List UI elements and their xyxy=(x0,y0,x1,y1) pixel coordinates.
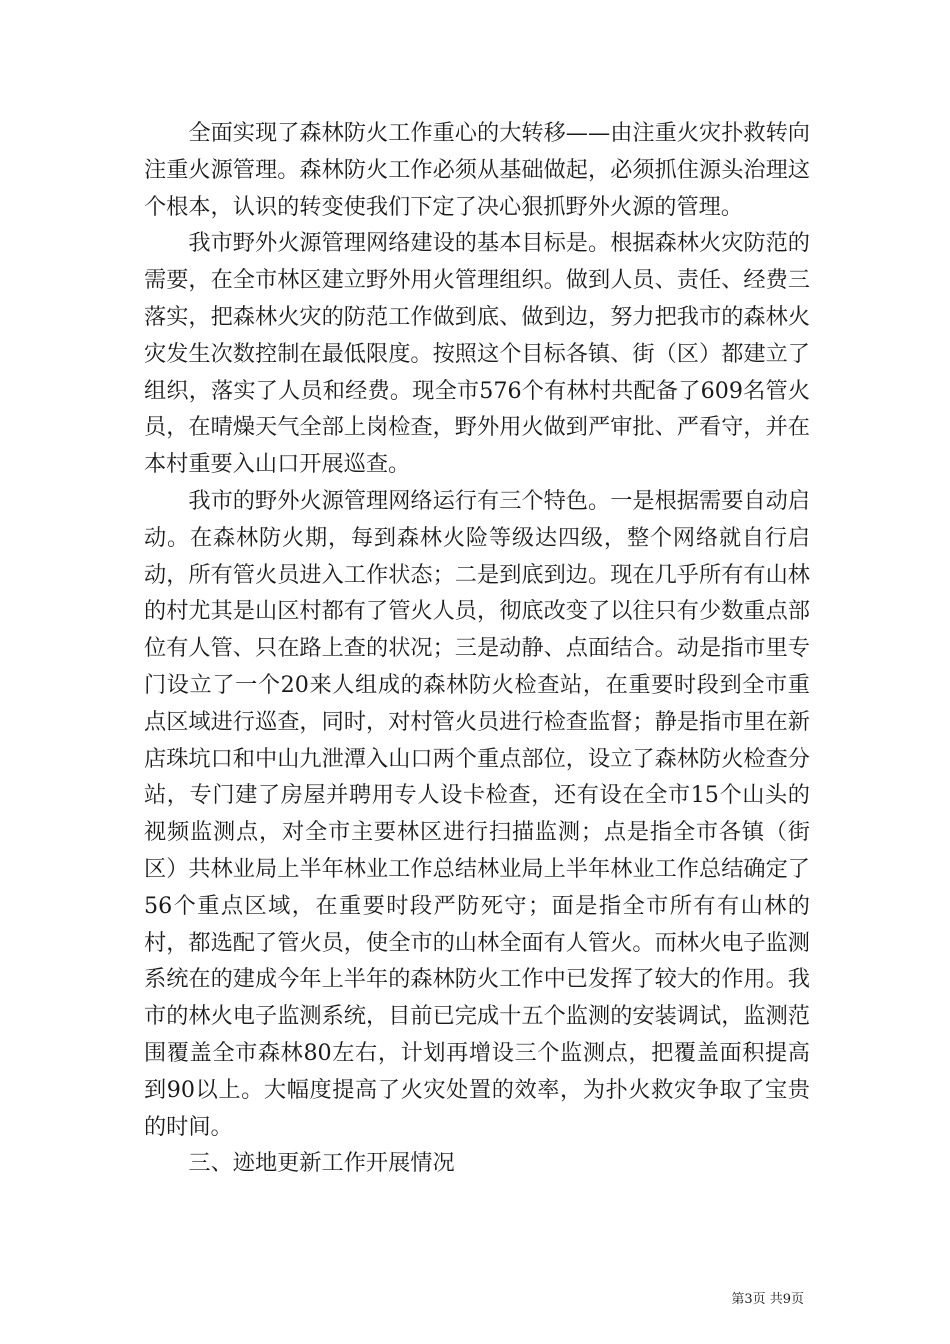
document-body xyxy=(144,115,810,1182)
paragraph: 我市野外火源管理网络建设的基本目标是。根据森林火灾防范的需要，在全市林区建立野外用火管理组织。做到人员、责任、经费三落实，把森林火灾的防范工作做到底、做到边，努力把我市的森林火灾发生次数控制在最低限度。按照这个目标各镇、街（区）都建立了组织，落实了人员和经费。现全市576个有林村共配备了609名管火员，在晴燥天气全部上岗检查，野外用火做到严审批、严看守，并在本村重要入山口开展巡查。 xyxy=(144,230,810,478)
section-heading: 三、迹地更新工作开展情况 xyxy=(188,1150,455,1177)
page-number: 第3页 共9页 xyxy=(731,1292,804,1307)
paragraph: 全面实现了森林防火工作重心的大转移——由注重火灾扑救转向注重火源管理。森林防火工作必须从基础做起，必须抓住源头治理这个根本，认识的转变使我们下定了决心狠抓野外火源的管理。 xyxy=(144,120,810,220)
paragraph: 我市的野外火源管理网络运行有三个特色。一是根据需要自动启动。在森林防火期，每到森林火险等级达四级，整个网络就自行启动，所有管火员进入工作状态；二是到底到边。现在几乎所有有山林的村尤其是山区村都有了管火人员，彻底改变了以往只有少数重点部位有人管、只在路上查的状况；三是动静、点面结合。动是指市里专门设立了一个20来人组成的森林防火检查站，在重要时段到全市重点区域进行巡查，同时，对村管火员进行检查监督；静是指市里在新店珠坑口和中山九泄潭入山口两个重点部位，设立了森林防火检查分站，专门建了房屋并聘用专人设卡检查，还有设在全市15个山头的视频监测点，对全市主要林区进行扫描监测；点是指全市各镇（街区）共林业局上半年林业工作总结林业局上半年林业工作总结确定了56个重点区域，在重要时段严防死守；面是指全市所有有山林的村，都选配了管火员，使全市的山林全面有人管火。而林火电子监测系统在的建成今年上半年的森林防火工作中已发挥了较大的作用。我市的林火电子监测系统，目前已完成十五个监测的安装调试，监测范围覆盖全市森林80左右，计划再增设三个监测点，把覆盖面积提高到90以上。大幅度提高了火灾处置的效率，为扑火救灾争取了宝贵的时间。 xyxy=(144,487,810,1140)
